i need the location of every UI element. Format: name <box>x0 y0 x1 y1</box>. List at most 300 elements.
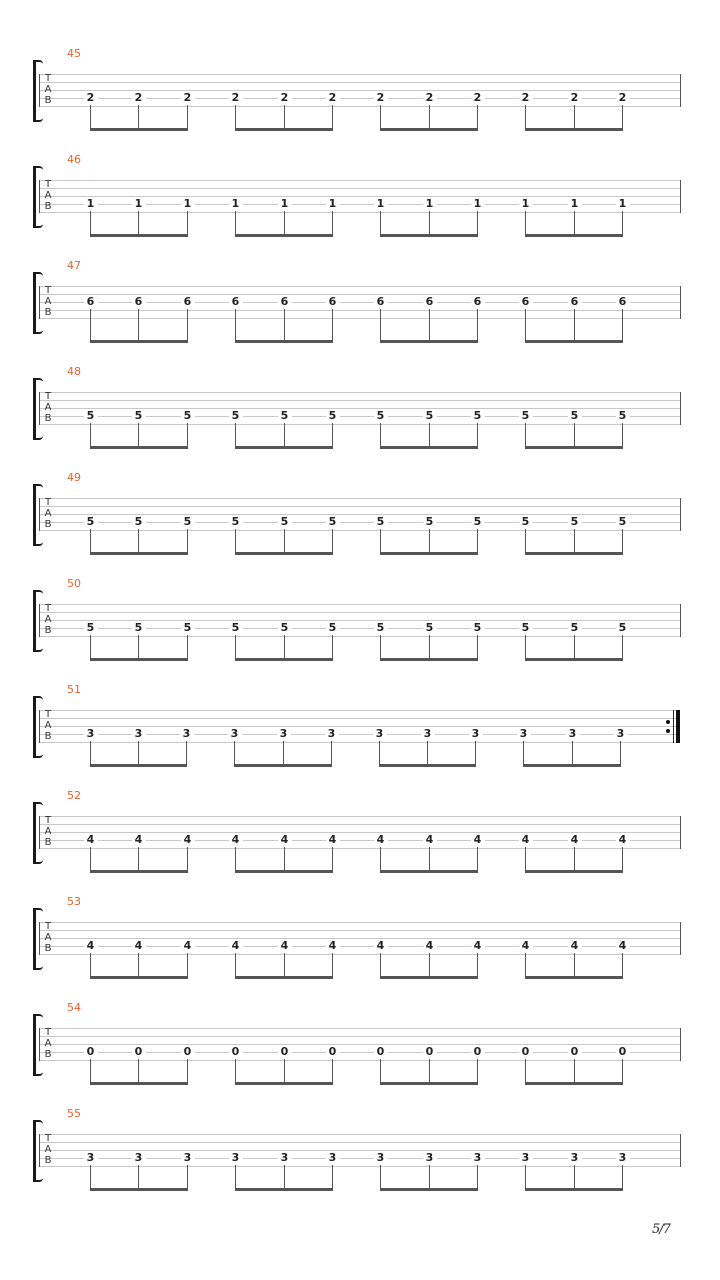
fret-number: 5 <box>132 410 146 422</box>
note-stem <box>477 211 478 235</box>
fret-number: 5 <box>181 622 195 634</box>
bracket-cap-top <box>33 908 43 912</box>
staff-line <box>39 498 680 499</box>
note-stem <box>284 211 285 235</box>
repeat-thin-line <box>673 710 674 743</box>
note-beam <box>90 234 188 237</box>
tab-clef-letter: A <box>44 190 52 201</box>
note-stem <box>332 529 333 553</box>
note-beam <box>90 764 187 767</box>
bracket-cap-top <box>33 590 43 594</box>
note-stem <box>332 1165 333 1189</box>
fret-number: 2 <box>471 92 485 104</box>
system-bracket <box>33 272 43 334</box>
fret-number: 6 <box>326 296 340 308</box>
note-stem <box>574 847 575 871</box>
note-beam <box>525 976 623 979</box>
tab-clef-letter: B <box>44 837 52 848</box>
fret-number: 3 <box>132 728 146 740</box>
note-stem <box>380 423 381 447</box>
note-stem <box>380 847 381 871</box>
fret-number: 2 <box>374 92 388 104</box>
note-stem <box>574 105 575 129</box>
note-stem <box>284 1165 285 1189</box>
fret-number: 4 <box>132 940 146 952</box>
tab-clef-letter: A <box>44 402 52 413</box>
note-stem <box>187 105 188 129</box>
tab-clef-letter: B <box>44 1049 52 1060</box>
measure-number: 46 <box>67 153 81 166</box>
note-stem <box>429 847 430 871</box>
fret-number: 3 <box>180 728 194 740</box>
note-stem <box>284 1059 285 1083</box>
system-bracket <box>33 1120 43 1182</box>
note-stem <box>235 211 236 235</box>
note-stem <box>332 635 333 659</box>
system-bracket <box>33 166 43 228</box>
fret-number: 5 <box>181 410 195 422</box>
staff-line <box>39 180 680 181</box>
bracket-bar <box>33 381 36 437</box>
tab-clef-letter: T <box>44 73 52 84</box>
fret-number: 5 <box>278 516 292 528</box>
note-beam <box>525 658 623 661</box>
note-stem <box>235 1165 236 1189</box>
fret-number: 2 <box>181 92 195 104</box>
fret-number: 6 <box>132 296 146 308</box>
fret-number: 6 <box>229 296 243 308</box>
note-stem <box>90 1165 91 1189</box>
note-stem <box>90 953 91 977</box>
barline-start <box>39 286 40 319</box>
note-stem <box>380 1165 381 1189</box>
note-stem <box>187 635 188 659</box>
tab-clef-letter: T <box>44 1027 52 1038</box>
note-stem <box>235 953 236 977</box>
note-stem <box>186 741 187 765</box>
fret-number: 6 <box>519 296 533 308</box>
note-stem <box>622 1059 623 1083</box>
note-stem <box>525 1165 526 1189</box>
fret-number: 0 <box>229 1046 243 1058</box>
note-stem <box>622 953 623 977</box>
barline-end <box>680 1134 681 1167</box>
barline-start <box>39 1134 40 1167</box>
fret-number: 6 <box>423 296 437 308</box>
staff-line <box>39 82 680 83</box>
fret-number: 0 <box>471 1046 485 1058</box>
repeat-dot <box>666 729 670 733</box>
note-stem <box>90 105 91 129</box>
fret-number: 3 <box>471 1152 485 1164</box>
barline-end <box>680 74 681 107</box>
fret-number: 1 <box>616 198 630 210</box>
tab-system <box>0 153 720 246</box>
note-beam <box>523 764 621 767</box>
bracket-cap-bottom <box>33 118 43 122</box>
note-beam <box>90 1188 188 1191</box>
tab-system <box>0 1107 720 1200</box>
note-beam <box>380 446 478 449</box>
tab-clef <box>43 285 53 318</box>
fret-number: 6 <box>471 296 485 308</box>
fret-number: 5 <box>616 622 630 634</box>
fret-number: 3 <box>519 1152 533 1164</box>
note-stem <box>429 309 430 341</box>
tab-clef <box>43 1027 53 1060</box>
system-bracket <box>33 60 43 122</box>
tab-system <box>0 895 720 988</box>
note-stem <box>235 529 236 553</box>
staff-line <box>39 1060 680 1061</box>
measure-number: 50 <box>67 577 81 590</box>
barline-start <box>39 604 40 637</box>
note-stem <box>331 741 332 765</box>
measure-number: 48 <box>67 365 81 378</box>
system-bracket <box>33 908 43 970</box>
fret-number: 0 <box>326 1046 340 1058</box>
bracket-cap-bottom <box>33 754 43 758</box>
fret-number: 2 <box>326 92 340 104</box>
note-stem <box>90 741 91 765</box>
note-beam <box>235 446 333 449</box>
note-stem <box>574 635 575 659</box>
note-beam <box>525 1188 623 1191</box>
staff-line <box>39 424 680 425</box>
note-stem <box>90 635 91 659</box>
fret-number: 5 <box>374 516 388 528</box>
note-beam <box>90 870 188 873</box>
note-stem <box>138 1059 139 1083</box>
fret-number: 1 <box>519 198 533 210</box>
fret-number: 5 <box>229 516 243 528</box>
note-stem <box>332 211 333 235</box>
staff-line <box>39 530 680 531</box>
tab-clef-letter: B <box>44 625 52 636</box>
bracket-bar <box>33 805 36 861</box>
bracket-cap-bottom <box>33 330 43 334</box>
fret-number: 1 <box>423 198 437 210</box>
fret-number: 5 <box>519 622 533 634</box>
tab-clef-letter: B <box>44 95 52 106</box>
note-stem <box>332 105 333 129</box>
note-stem <box>429 1165 430 1189</box>
system-bracket <box>33 378 43 440</box>
note-beam <box>235 976 333 979</box>
fret-number: 5 <box>229 410 243 422</box>
fret-number: 2 <box>229 92 243 104</box>
bracket-cap-top <box>33 272 43 276</box>
tab-clef-letter: T <box>44 285 52 296</box>
bracket-bar <box>33 699 36 755</box>
barline-end <box>680 816 681 849</box>
staff-line <box>39 718 680 719</box>
note-stem <box>622 1165 623 1189</box>
fret-number: 4 <box>181 834 195 846</box>
note-stem <box>477 105 478 129</box>
staff-line <box>39 954 680 955</box>
note-stem <box>284 423 285 447</box>
tab-clef <box>43 815 53 848</box>
fret-number: 6 <box>616 296 630 308</box>
staff-line <box>39 392 680 393</box>
note-stem <box>429 953 430 977</box>
fret-number: 1 <box>84 198 98 210</box>
fret-number: 5 <box>471 410 485 422</box>
fret-number: 3 <box>229 1152 243 1164</box>
fret-number: 3 <box>568 1152 582 1164</box>
note-stem <box>620 741 621 765</box>
note-stem <box>90 1059 91 1083</box>
tab-clef-letter: A <box>44 932 52 943</box>
barline-start <box>39 74 40 107</box>
fret-number: 5 <box>84 410 98 422</box>
bracket-bar <box>33 275 36 331</box>
system-bracket <box>33 696 43 758</box>
bracket-cap-bottom <box>33 648 43 652</box>
note-stem <box>477 847 478 871</box>
note-stem <box>332 309 333 341</box>
fret-number: 4 <box>326 940 340 952</box>
tab-clef-letter: A <box>44 614 52 625</box>
note-stem <box>429 1059 430 1083</box>
fret-number: 5 <box>326 410 340 422</box>
fret-number: 4 <box>471 940 485 952</box>
note-stem <box>525 105 526 129</box>
tab-clef <box>43 709 53 742</box>
tab-clef-letter: B <box>44 307 52 318</box>
tab-system <box>0 1001 720 1094</box>
staff-line <box>39 636 680 637</box>
fret-number: 5 <box>423 516 437 528</box>
barline-end <box>680 604 681 637</box>
note-beam <box>90 340 188 343</box>
fret-number: 4 <box>568 834 582 846</box>
note-stem <box>138 529 139 553</box>
note-stem <box>574 1165 575 1189</box>
bracket-cap-bottom <box>33 224 43 228</box>
staff-line <box>39 1142 680 1143</box>
note-beam <box>380 128 478 131</box>
tab-clef <box>43 1133 53 1166</box>
tab-clef-letter: B <box>44 943 52 954</box>
fret-number: 5 <box>84 622 98 634</box>
fret-number: 0 <box>616 1046 630 1058</box>
staff-line <box>39 286 680 287</box>
note-stem <box>379 741 380 765</box>
staff-line <box>39 1166 680 1167</box>
fret-number: 4 <box>616 940 630 952</box>
note-beam <box>235 128 333 131</box>
tab-system <box>0 47 720 140</box>
note-beam <box>380 870 478 873</box>
staff-line <box>39 1036 680 1037</box>
fret-number: 0 <box>181 1046 195 1058</box>
measure-number: 49 <box>67 471 81 484</box>
note-stem <box>525 953 526 977</box>
measure-number: 53 <box>67 895 81 908</box>
note-stem <box>622 211 623 235</box>
fret-number: 3 <box>566 728 580 740</box>
fret-number: 3 <box>326 1152 340 1164</box>
note-stem <box>622 423 623 447</box>
note-stem <box>574 1059 575 1083</box>
note-stem <box>138 105 139 129</box>
note-beam <box>234 764 332 767</box>
fret-number: 1 <box>229 198 243 210</box>
fret-number: 3 <box>84 728 98 740</box>
note-stem <box>380 953 381 977</box>
staff-line <box>39 604 680 605</box>
note-stem <box>429 635 430 659</box>
bracket-cap-top <box>33 1120 43 1124</box>
fret-number: 3 <box>616 1152 630 1164</box>
barline-end <box>680 922 681 955</box>
tab-system <box>0 577 720 670</box>
fret-number: 2 <box>616 92 630 104</box>
note-stem <box>477 1165 478 1189</box>
note-beam <box>379 764 476 767</box>
staff-line <box>39 506 680 507</box>
bracket-cap-bottom <box>33 860 43 864</box>
staff-line <box>39 848 680 849</box>
note-beam <box>525 552 623 555</box>
note-stem <box>622 635 623 659</box>
bracket-bar <box>33 593 36 649</box>
fret-number: 5 <box>374 622 388 634</box>
note-stem <box>574 309 575 341</box>
bracket-cap-top <box>33 696 43 700</box>
note-stem <box>574 953 575 977</box>
bracket-bar <box>33 63 36 119</box>
note-stem <box>574 423 575 447</box>
measure-number: 52 <box>67 789 81 802</box>
note-beam <box>235 870 333 873</box>
fret-number: 2 <box>423 92 437 104</box>
note-beam <box>90 658 188 661</box>
fret-number: 4 <box>519 940 533 952</box>
tab-clef-letter: A <box>44 826 52 837</box>
note-stem <box>138 953 139 977</box>
fret-number: 5 <box>471 516 485 528</box>
fret-number: 0 <box>278 1046 292 1058</box>
fret-number: 4 <box>519 834 533 846</box>
barline-start <box>39 710 40 743</box>
staff-line <box>39 310 680 311</box>
fret-number: 3 <box>469 728 483 740</box>
fret-number: 0 <box>132 1046 146 1058</box>
tab-clef <box>43 73 53 106</box>
page-number: 5/7 <box>652 1222 670 1237</box>
note-stem <box>283 741 284 765</box>
note-beam <box>380 1082 478 1085</box>
note-stem <box>525 635 526 659</box>
fret-number: 1 <box>326 198 340 210</box>
note-stem <box>332 847 333 871</box>
note-stem <box>284 953 285 977</box>
note-stem <box>187 211 188 235</box>
fret-number: 4 <box>229 940 243 952</box>
note-stem <box>284 105 285 129</box>
fret-number: 6 <box>181 296 195 308</box>
fret-number: 1 <box>374 198 388 210</box>
fret-number: 0 <box>84 1046 98 1058</box>
note-stem <box>477 309 478 341</box>
note-beam <box>525 446 623 449</box>
bracket-cap-bottom <box>33 1072 43 1076</box>
measure-number: 45 <box>67 47 81 60</box>
staff-line <box>39 742 680 743</box>
note-stem <box>332 423 333 447</box>
note-stem <box>572 741 573 765</box>
note-beam <box>380 552 478 555</box>
tab-clef-letter: A <box>44 296 52 307</box>
fret-number: 5 <box>181 516 195 528</box>
fret-number: 6 <box>374 296 388 308</box>
barline-end <box>680 1028 681 1061</box>
fret-number: 0 <box>519 1046 533 1058</box>
note-stem <box>429 211 430 235</box>
bracket-cap-top <box>33 60 43 64</box>
fret-number: 2 <box>519 92 533 104</box>
tab-clef <box>43 179 53 212</box>
note-stem <box>187 1165 188 1189</box>
note-beam <box>380 234 478 237</box>
fret-number: 5 <box>568 622 582 634</box>
bracket-bar <box>33 487 36 543</box>
fret-number: 3 <box>614 728 628 740</box>
fret-number: 4 <box>132 834 146 846</box>
bracket-cap-top <box>33 378 43 382</box>
tab-clef-letter: B <box>44 413 52 424</box>
note-stem <box>138 847 139 871</box>
note-beam <box>525 1082 623 1085</box>
note-beam <box>380 1188 478 1191</box>
note-stem <box>380 211 381 235</box>
fret-number: 5 <box>616 410 630 422</box>
staff-line <box>39 1028 680 1029</box>
barline-end <box>680 392 681 425</box>
bracket-cap-bottom <box>33 966 43 970</box>
fret-number: 5 <box>519 516 533 528</box>
note-stem <box>380 1059 381 1083</box>
repeat-dot <box>666 720 670 724</box>
note-stem <box>187 847 188 871</box>
fret-number: 5 <box>423 622 437 634</box>
fret-number: 0 <box>568 1046 582 1058</box>
barline-start <box>39 392 40 425</box>
note-stem <box>90 309 91 341</box>
fret-number: 5 <box>278 410 292 422</box>
fret-number: 3 <box>278 1152 292 1164</box>
bracket-bar <box>33 911 36 967</box>
bracket-cap-bottom <box>33 542 43 546</box>
fret-number: 5 <box>568 516 582 528</box>
note-beam <box>380 658 478 661</box>
tab-clef-letter: B <box>44 1155 52 1166</box>
barline-start <box>39 816 40 849</box>
note-beam <box>235 234 333 237</box>
note-stem <box>332 953 333 977</box>
fret-number: 4 <box>278 834 292 846</box>
note-stem <box>380 635 381 659</box>
note-stem <box>380 105 381 129</box>
barline-start <box>39 1028 40 1061</box>
note-beam <box>235 552 333 555</box>
note-stem <box>525 847 526 871</box>
fret-number: 4 <box>84 834 98 846</box>
note-stem <box>284 309 285 341</box>
